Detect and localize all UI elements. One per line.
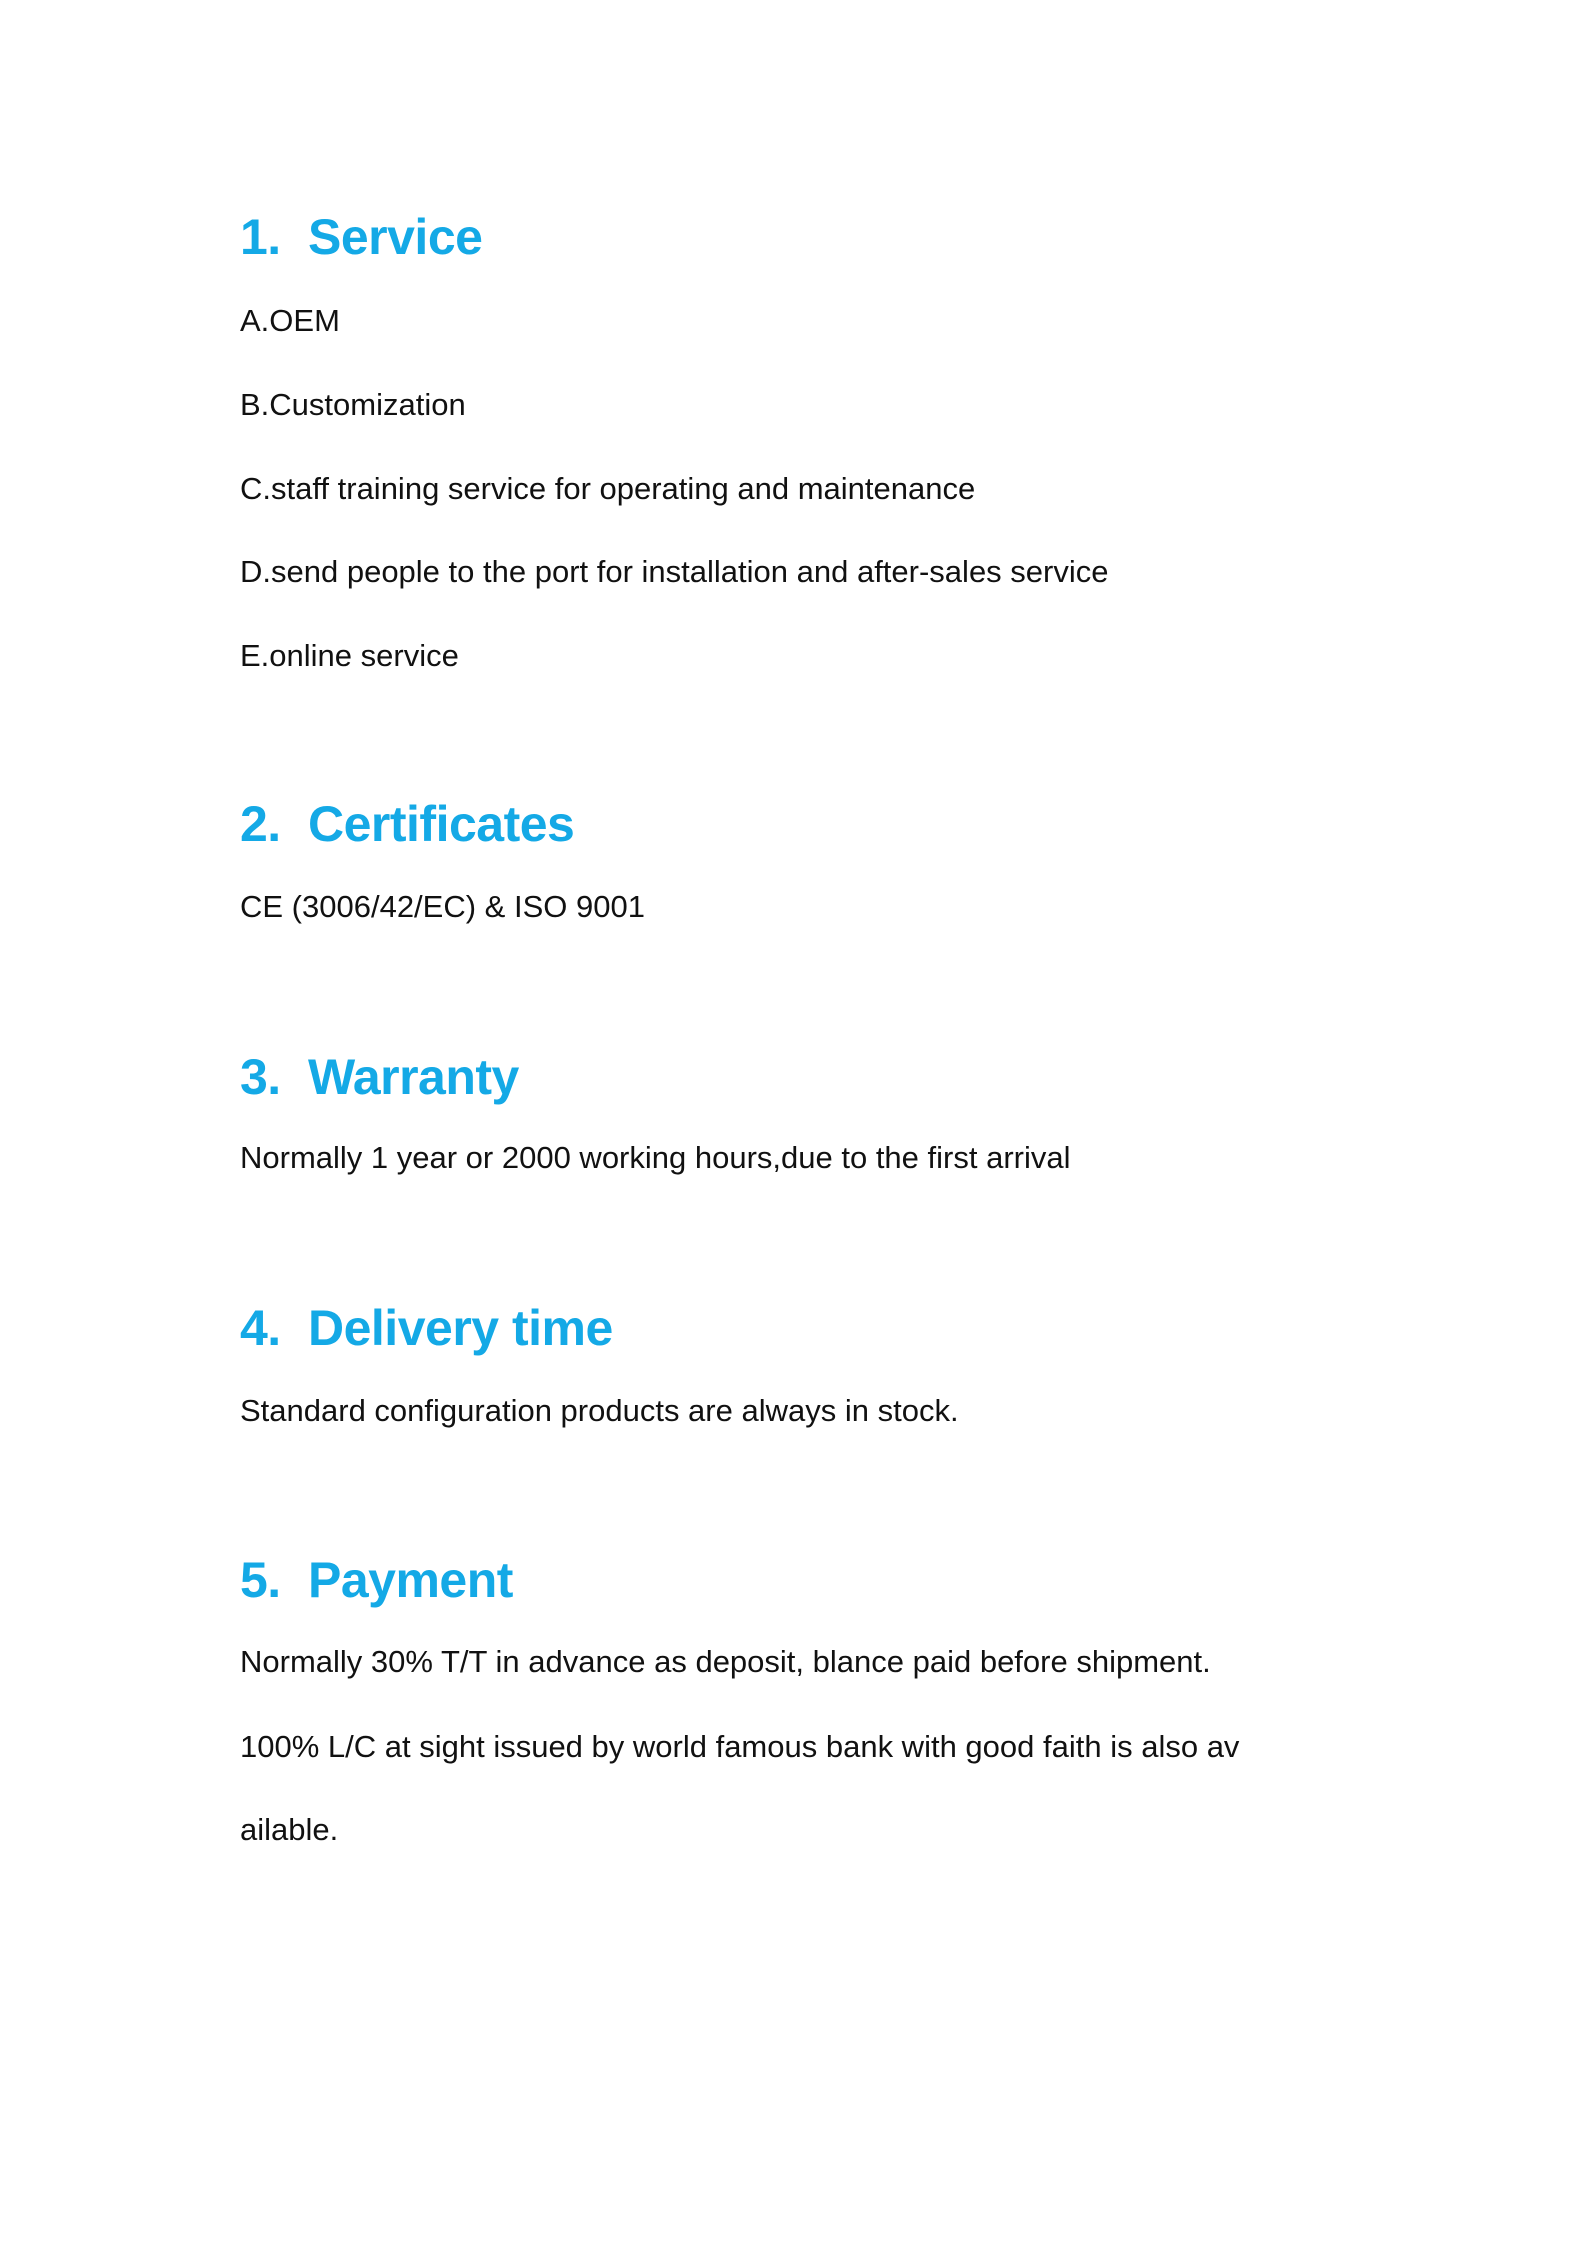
delivery-text: Standard configuration products are always in stock.	[240, 1393, 959, 1428]
service-item-installation: D.send people to the port for installation and after-sales service	[240, 554, 1109, 589]
service-item-online: E.online service	[240, 638, 459, 673]
section-number: 5.	[240, 1552, 281, 1608]
payment-text-lc: 100% L/C at sight issued by world famous bank with good faith is also av	[240, 1729, 1240, 1764]
section-heading-service	[240, 209, 483, 265]
section-heading-certificates	[240, 796, 575, 852]
section-heading-delivery-time	[240, 1300, 613, 1356]
section-title: Service	[308, 209, 483, 265]
section-number: 4.	[240, 1300, 281, 1356]
section-heading-payment	[240, 1552, 513, 1608]
section-heading-warranty	[240, 1049, 519, 1105]
payment-text-deposit: Normally 30% T/T in advance as deposit, blance paid before shipment.	[240, 1644, 1211, 1679]
section-number: 2.	[240, 796, 281, 852]
service-item-customization: B.Customization	[240, 387, 466, 422]
section-number: 1.	[240, 209, 281, 265]
section-title: Delivery time	[308, 1300, 613, 1356]
certificates-text: CE (3006/42/EC) & ISO 9001	[240, 889, 645, 924]
section-number: 3.	[240, 1049, 281, 1105]
warranty-text: Normally 1 year or 2000 working hours,due to the first arrival	[240, 1140, 1071, 1175]
service-item-staff-training: C.staff training service for operating and maintenance	[240, 471, 976, 506]
payment-text-lc-continued: ailable.	[240, 1812, 339, 1847]
section-title: Certificates	[308, 796, 575, 852]
service-item-oem: A.OEM	[240, 303, 340, 338]
section-title: Warranty	[308, 1049, 519, 1105]
section-title: Payment	[308, 1552, 513, 1608]
